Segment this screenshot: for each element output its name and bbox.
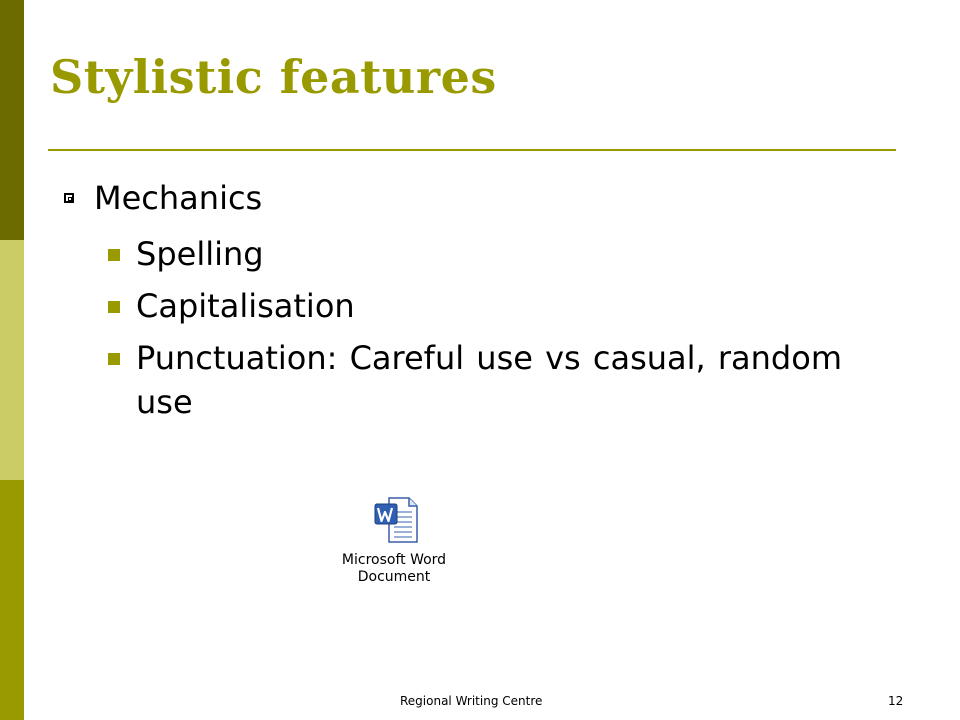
- label-line-2: Document: [357, 569, 431, 585]
- slide-footer: [0, 694, 960, 714]
- sub-bullet-punctuation: [108, 336, 868, 424]
- slide-title: Stylistic features: [50, 50, 497, 104]
- slide-number: 12: [888, 694, 904, 708]
- sub-bullet-label: Capitalisation: [136, 287, 355, 325]
- sidebar-decoration: [0, 0, 24, 720]
- word-document-icon: [373, 494, 419, 544]
- sidebar-segment-dark: [0, 0, 24, 240]
- sidebar-segment-olive: [0, 480, 24, 720]
- sub-bullet-capitalisation: [108, 284, 868, 328]
- square-bullet-icon: [108, 301, 120, 313]
- sub-bullet-label: Spelling: [136, 235, 264, 273]
- embedded-word-document[interactable]: [334, 494, 454, 594]
- sub-bullet-list: [108, 232, 868, 432]
- sub-bullet-label: Punctuation: Careful use vs casual, random use: [136, 339, 842, 421]
- sub-bullet-spelling: [108, 232, 868, 276]
- footer-text: Regional Writing Centre: [400, 694, 543, 708]
- bullet-label: Mechanics: [94, 179, 263, 217]
- sidebar-segment-light: [0, 240, 24, 480]
- label-line-1: Microsoft Word: [341, 552, 447, 568]
- square-bullet-icon: [108, 249, 120, 261]
- hollow-square-bullet-icon: [64, 193, 74, 203]
- title-underline: [48, 149, 896, 151]
- square-bullet-icon: [108, 353, 120, 365]
- embedded-document-label: [334, 552, 454, 586]
